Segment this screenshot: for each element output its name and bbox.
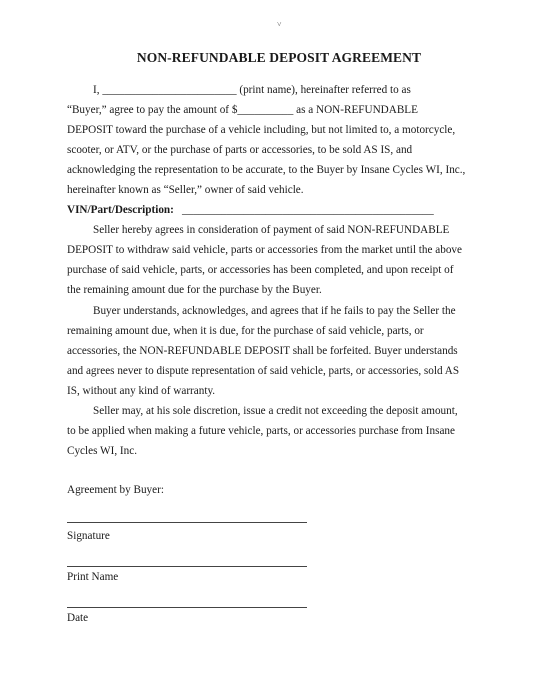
paragraph-line: IS, without any kind of warranty. xyxy=(67,385,216,397)
paragraph-line: the remaining amount due for the purchase by the Buyer. xyxy=(67,284,322,296)
print-name-line[interactable] xyxy=(67,566,307,567)
paragraph-line: “Buyer,” agree to pay the amount of $__________ as a NON-REFUNDABLE xyxy=(67,104,418,116)
date-line[interactable] xyxy=(67,607,307,608)
paragraph-line: purchase of said vehicle, parts, or accessories has been completed, and upon receipt of xyxy=(67,264,454,276)
paragraph-line: and agrees never to dispute representation of said vehicle, parts, or accessories, sold AS xyxy=(67,365,460,377)
paragraph-line: scooter, or ATV, or the purchase of parts or accessories, to be sold AS IS, and xyxy=(67,144,413,156)
signature-label: Signature xyxy=(67,530,110,542)
paragraph-line: I, ________________________ (print name), hereinafter referred to as xyxy=(93,84,411,96)
paragraph-line: DEPOSIT to withdraw said vehicle, parts or accessories from the market until the above xyxy=(67,244,462,256)
paragraph-line: Seller hereby agrees in consideration of payment of said NON-REFUNDABLE xyxy=(93,224,450,236)
paragraph-line: hereinafter known as “Seller,” owner of said vehicle. xyxy=(67,184,304,196)
vin-blank: _____________________________________________ xyxy=(182,204,434,216)
print-name-label: Print Name xyxy=(67,571,119,583)
paragraph-line: accessories, the NON-REFUNDABLE DEPOSIT shall be forfeited. Buyer understands xyxy=(67,345,458,357)
paragraph-line: Cycles WI, Inc. xyxy=(67,445,138,457)
top-mark: ˅ xyxy=(277,20,282,29)
agreement-by-buyer-label: Agreement by Buyer: xyxy=(67,484,164,496)
document-title: NON-REFUNDABLE DEPOSIT AGREEMENT xyxy=(136,50,422,65)
signature-line[interactable] xyxy=(67,522,307,523)
paragraph-line: remaining amount due, when it is due, for the purchase of said vehicle, parts, or xyxy=(67,325,424,337)
vin-label: VIN/Part/Description: xyxy=(67,204,174,216)
date-label: Date xyxy=(67,612,89,624)
paragraph-line: to be applied when making a future vehicle, parts, or accessories purchase from Insane xyxy=(67,425,455,437)
paragraph-line: acknowledging the representation to be accurate, to the Buyer by Insane Cycles WI, Inc., xyxy=(67,164,466,176)
paragraph-line: Buyer understands, acknowledges, and agrees that if he fails to pay the Seller the xyxy=(93,305,456,317)
paragraph-line: Seller may, at his sole discretion, issue a credit not exceeding the deposit amount, xyxy=(93,405,458,417)
paragraph-line: DEPOSIT toward the purchase of a vehicle including, but not limited to, a motorcycle, xyxy=(67,124,456,136)
